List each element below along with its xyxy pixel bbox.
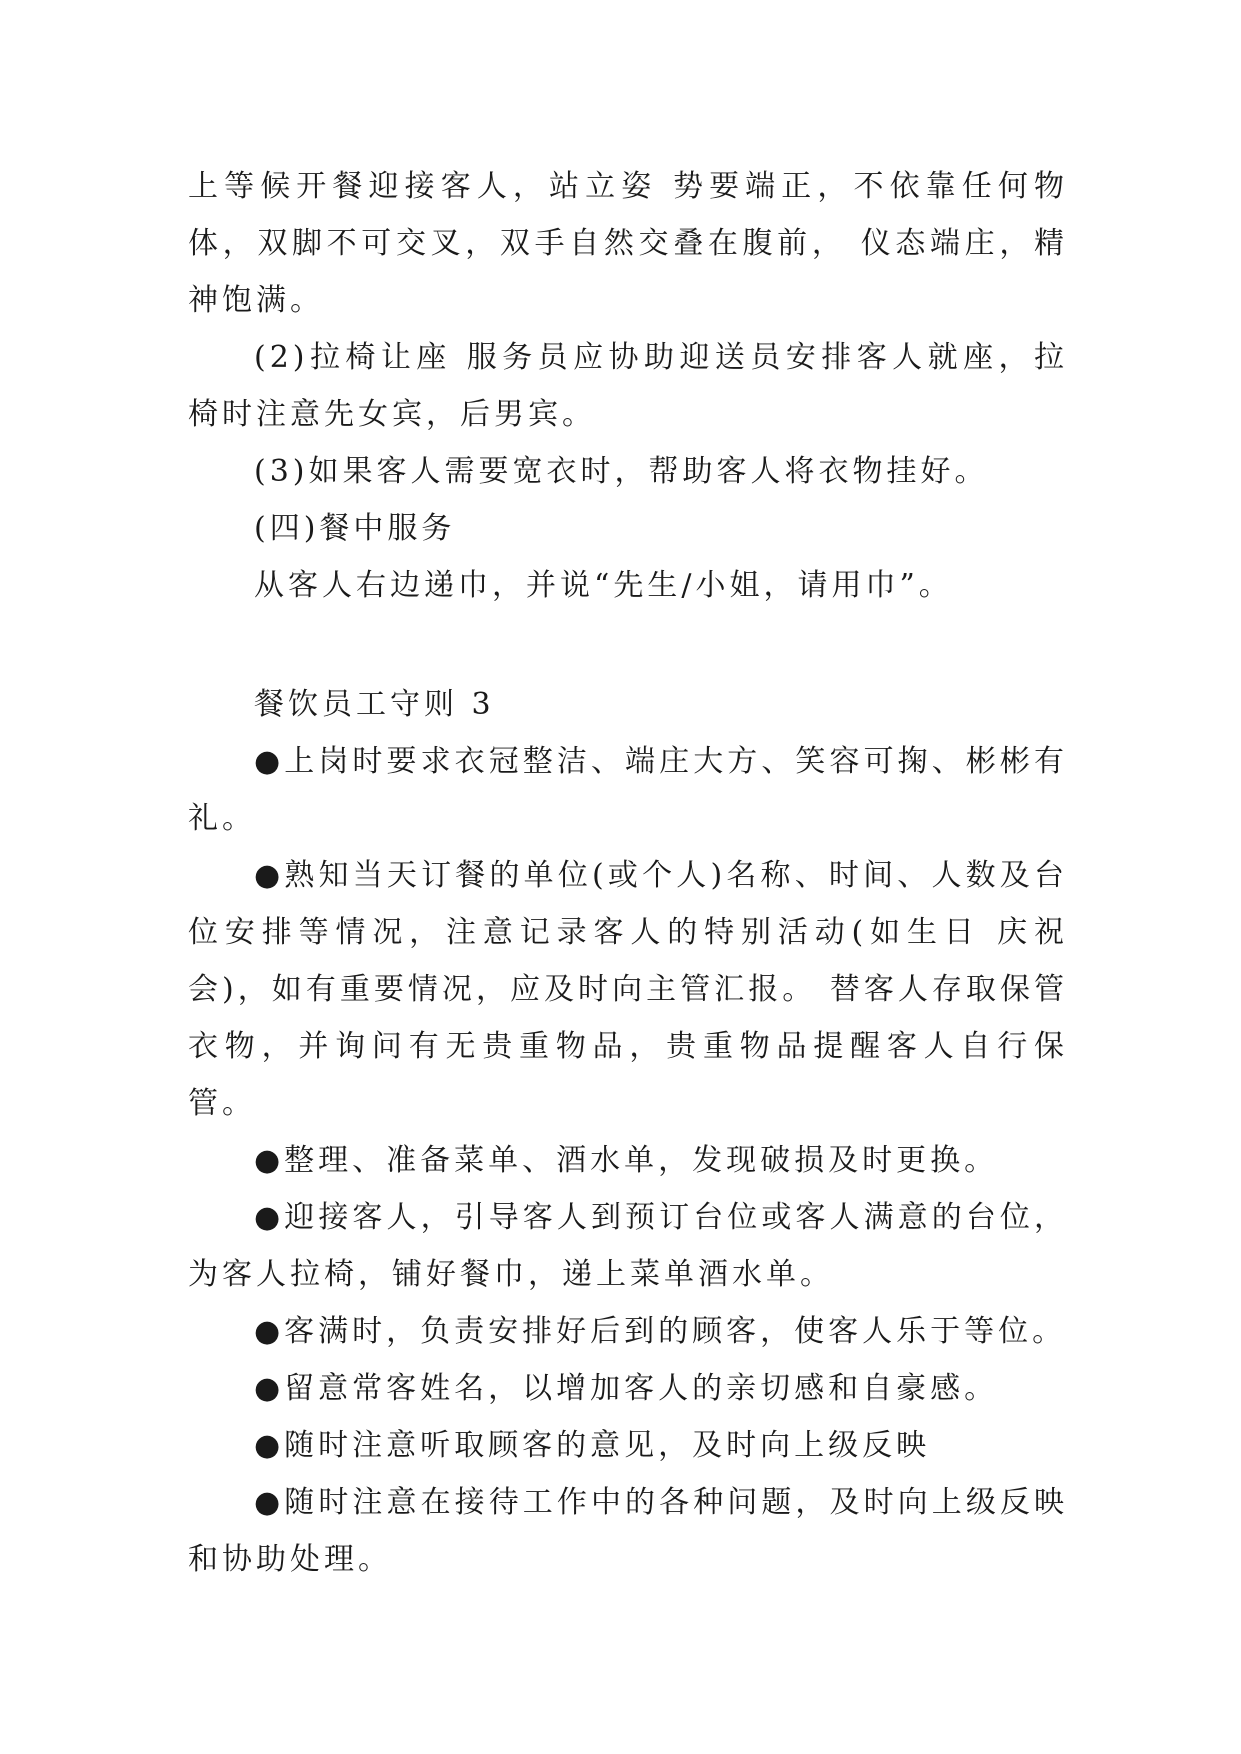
section-title: 餐饮员工守则 3 [254, 687, 495, 722]
rule-item: ●客满时，负责安排好后到的顾客，使客人乐于等位。 [254, 1314, 1067, 1349]
paragraph-seat-guests: (2)拉椅让座 服务员应协助迎送员安排客人就座，拉椅时注意先女宾，后男宾。 [188, 340, 1068, 432]
document-page [188, 158, 1068, 1588]
rule-item: ●熟知当天订餐的单位(或个人)名称、时间、人数及台位安排等情况，注意记录客人的特别活动(如生日 庆祝会)，如有重要情况，应及时向主管汇报。 替客人存取保管衣物，并询问有无贵重物品，贵重物品提醒客人自行保管。 [188, 858, 1068, 1121]
rule-item: ●留意常客姓名，以增加客人的亲切感和自豪感。 [254, 1371, 999, 1406]
rule-item: ●随时注意在接待工作中的各种问题，及时向上级反映和协助处理。 [188, 1485, 1068, 1577]
paragraph-greeting-posture: 上等候开餐迎接客人，站立姿 势要端正，不依靠任何物体，双脚不可交叉，双手自然交叠在腹前， 仪态端庄，精神饱满。 [188, 169, 1068, 318]
rule-item: ●上岗时要求衣冠整洁、端庄大方、笑容可掬、彬彬有礼。 [188, 744, 1068, 836]
rule-item: ●迎接客人，引导客人到预订台位或客人满意的台位，为客人拉椅，铺好餐巾，递上菜单酒水单。 [188, 1200, 1068, 1292]
rule-item: ●整理、准备菜单、酒水单，发现破损及时更换。 [254, 1143, 999, 1178]
section-heading-service: (四)餐中服务 [254, 511, 456, 546]
paragraph-coats: (3)如果客人需要宽衣时，帮助客人将衣物挂好。 [254, 454, 989, 489]
section-gap [188, 614, 1068, 676]
rule-item: ●随时注意听取顾客的意见，及时向上级反映 [254, 1428, 931, 1463]
paragraph-towel: 从客人右边递巾，并说“先生/小姐，请用巾”。 [254, 568, 953, 603]
